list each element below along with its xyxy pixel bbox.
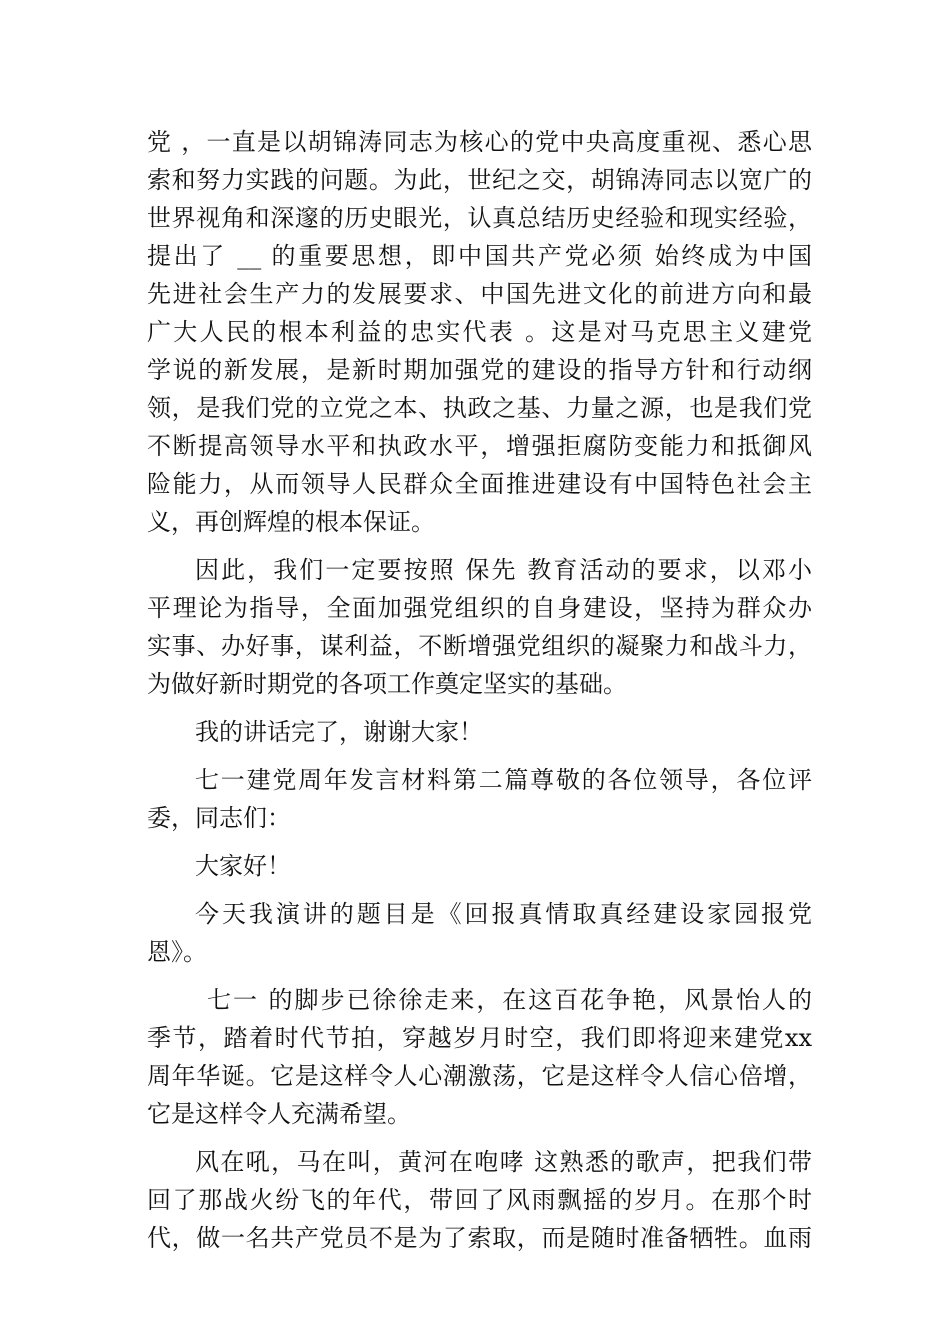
text-line: 先进社会生产力的发展要求、中国先进文化的前进方向和最 — [147, 280, 812, 308]
text-line: 周年华诞。它是这样令人心潮激荡，它是这样令人信心倍增， — [147, 1062, 812, 1090]
text-line: 今天我演讲的题目是《回报真情取真经建设家园报党 — [195, 900, 812, 928]
text-line: 险能力，从而领导人民群众全面推进建设有中国特色社会主 — [147, 470, 812, 498]
text-line: 七一 的脚步已徐徐走来，在这百花争艳，风景怡人的 — [207, 986, 812, 1014]
text-line: 它是这样令人充满希望。 — [147, 1100, 411, 1128]
text-line: 义，再创辉煌的根本保证。 — [147, 508, 435, 536]
text-line: 为做好新时期党的各项工作奠定坚实的基础。 — [147, 670, 627, 698]
text-line: 实事、办好事，谋利益，不断增强党组织的凝聚力和战斗力， — [147, 632, 812, 660]
text-line: 回了那战火纷飞的年代，带回了风雨飘摇的岁月。在那个时 — [147, 1186, 812, 1214]
text-line: 广大人民的根本利益的忠实代表 。这是对马克思主义建党 — [147, 318, 812, 346]
text-line: 风在吼，马在叫，黄河在咆哮 这熟悉的歌声，把我们带 — [195, 1148, 812, 1176]
text-line: 党 ，一直是以胡锦涛同志为核心的党中央高度重视、悉心思 — [147, 128, 812, 156]
text-line: 七一建党周年发言材料第二篇尊敬的各位领导，各位评 — [195, 766, 812, 794]
text-line: 我的讲话完了，谢谢大家！ — [195, 718, 483, 746]
text-line: 领，是我们党的立党之本、执政之基、力量之源，也是我们党 — [147, 394, 812, 422]
text-line: 大家好！ — [195, 852, 291, 880]
text-line: 索和努力实践的问题。为此，世纪之交，胡锦涛同志以宽广的 — [147, 166, 812, 194]
text-line: 委，同志们： — [147, 804, 291, 832]
text-line: 恩》。 — [147, 938, 207, 966]
text-line: 不断提高领导水平和执政水平，增强拒腐防变能力和抵御风 — [147, 432, 812, 460]
text-line: 季节，踏着时代节拍，穿越岁月时空，我们即将迎来建党xx — [147, 1024, 812, 1052]
text-line: 提出了 __ 的重要思想，即中国共产党必须 始终成为中国 — [147, 242, 812, 270]
text-line: 代，做一名共产党员不是为了索取，而是随时准备牺牲。血雨 — [147, 1224, 812, 1252]
text-line: 平理论为指导，全面加强党组织的自身建设，坚持为群众办 — [147, 594, 812, 622]
text-line: 因此，我们一定要按照 保先 教育活动的要求，以邓小 — [195, 556, 812, 584]
text-line: 学说的新发展，是新时期加强党的建设的指导方针和行动纲 — [147, 356, 812, 384]
text-line: 世界视角和深邃的历史眼光，认真总结历史经验和现实经验， — [147, 204, 812, 232]
